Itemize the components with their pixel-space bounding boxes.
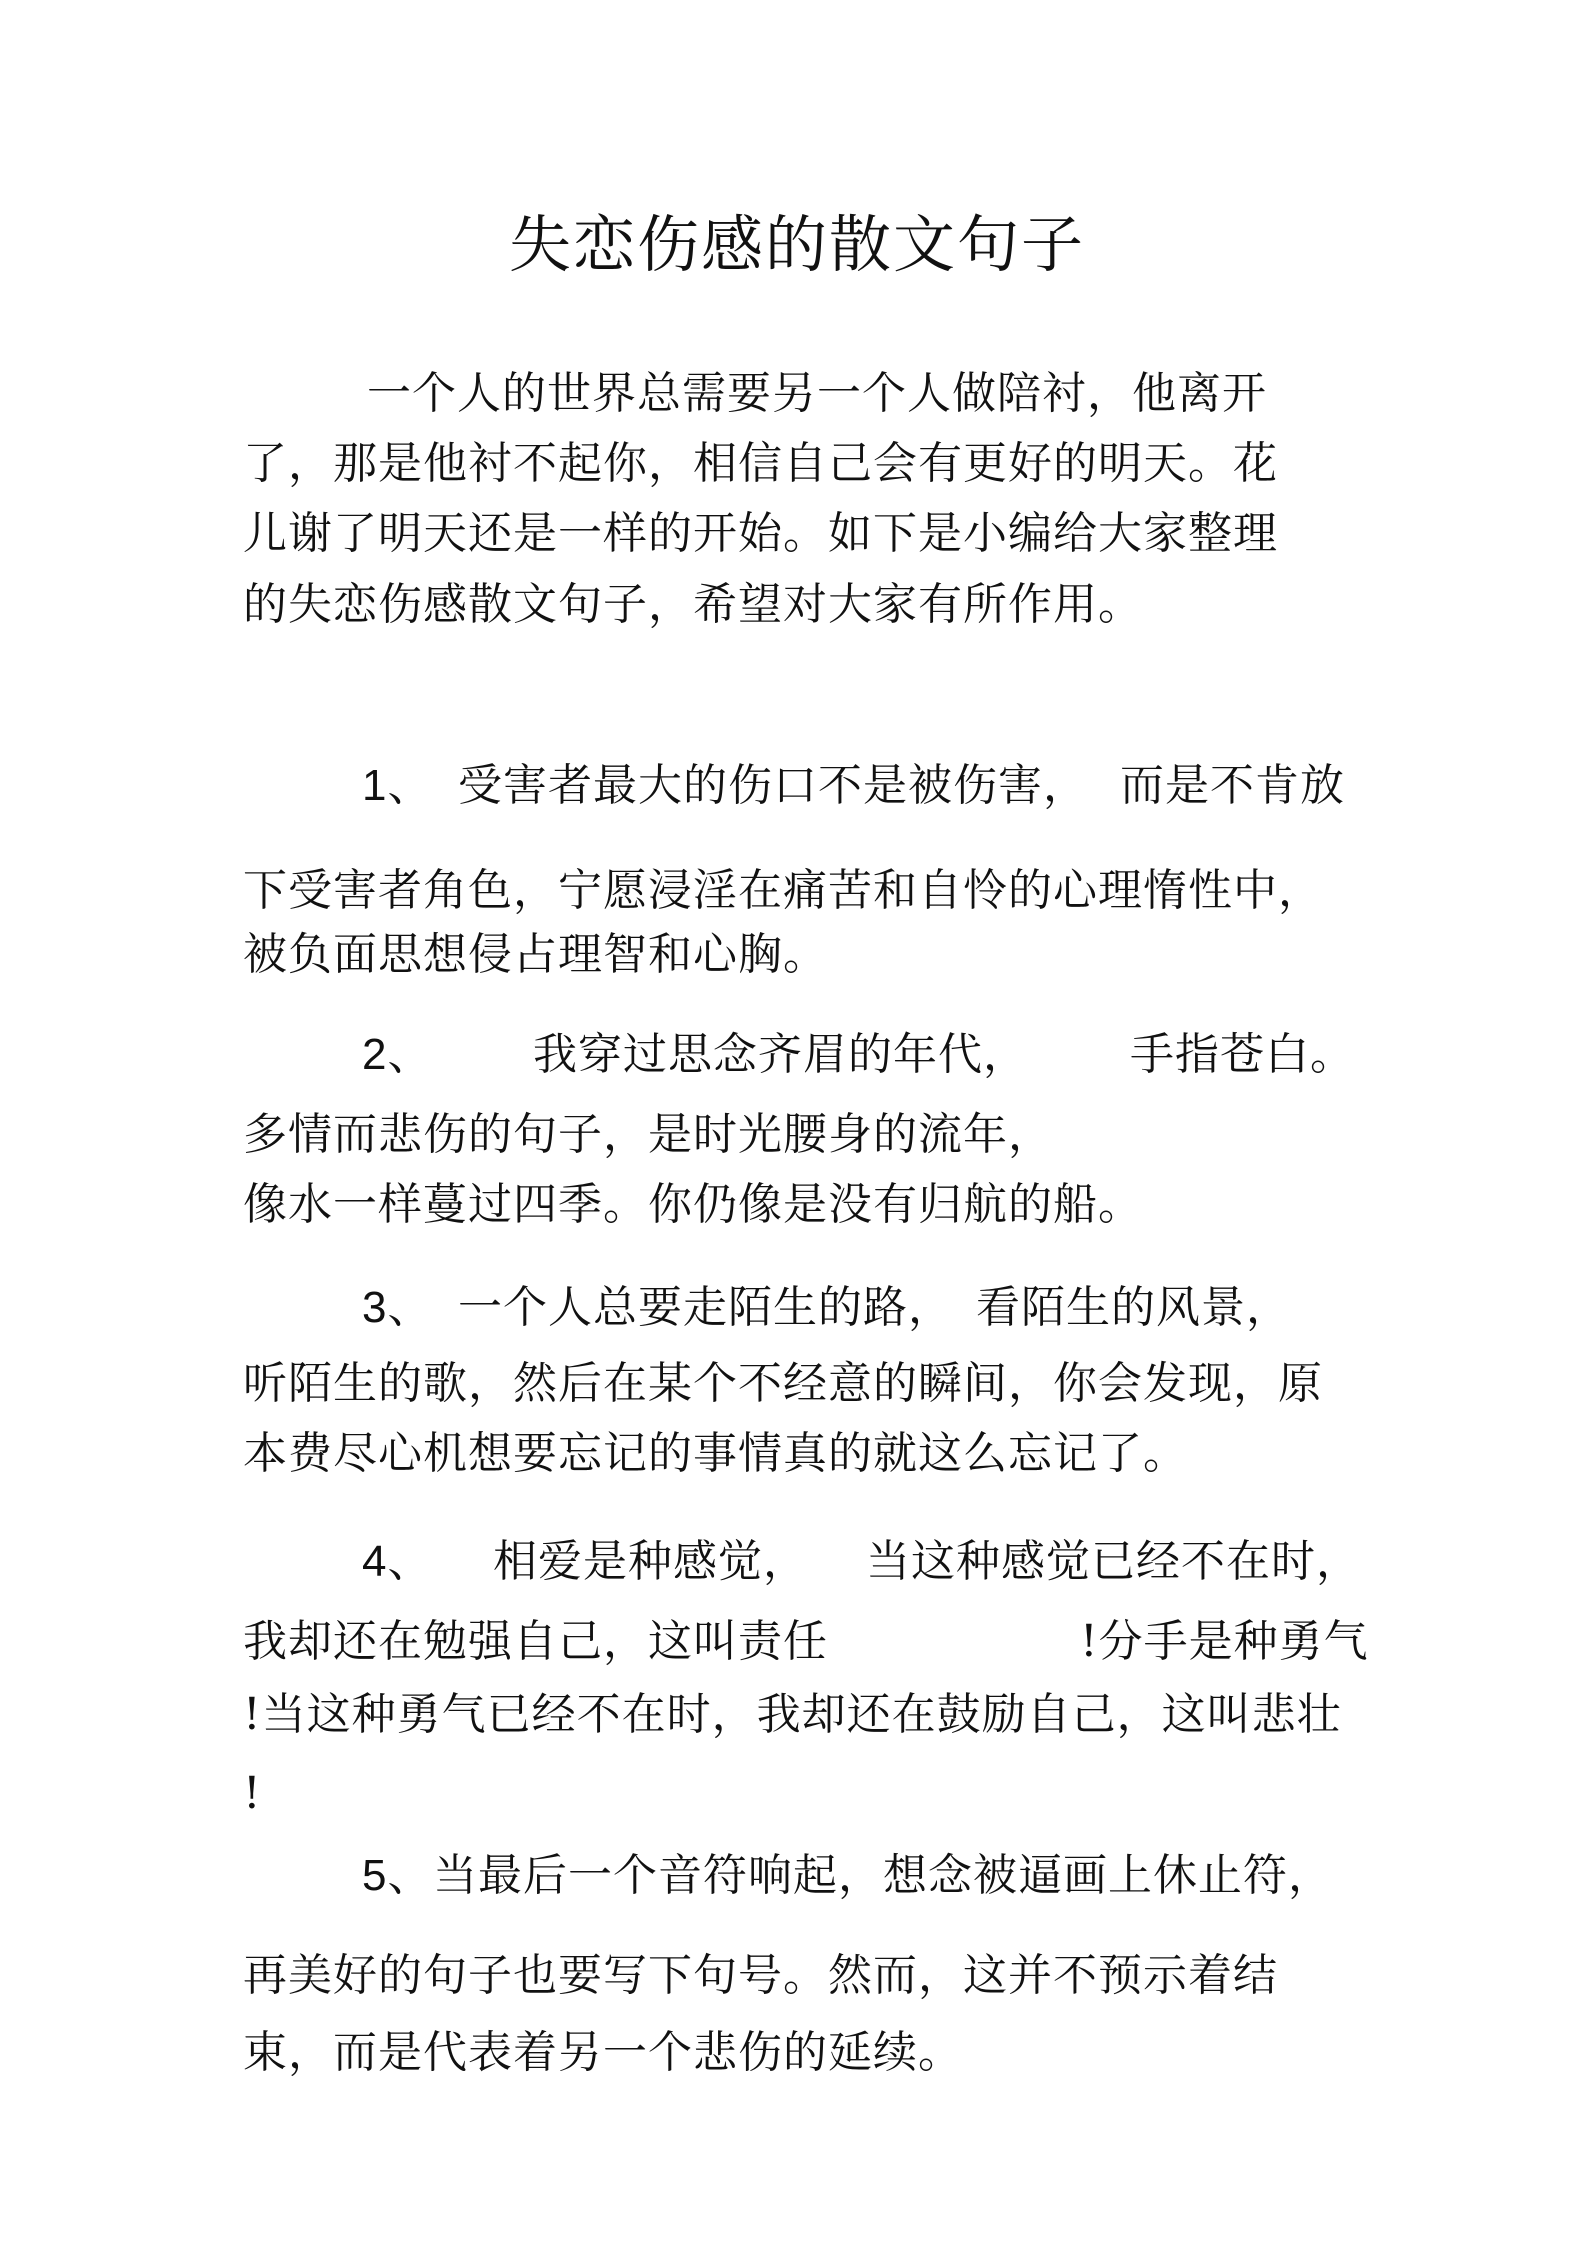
item-1-line-3: 被负面思想侵占理智和心胸。 bbox=[243, 929, 828, 980]
item-4-first-line-b: 当这种感觉已经不在时， bbox=[866, 1536, 1361, 1587]
item-1-first-line-b: 而是不肯放 bbox=[1120, 760, 1345, 811]
item-3-number: 3、 bbox=[362, 1283, 433, 1332]
item-4-line-4: ! bbox=[243, 1768, 262, 1819]
item-5-first-line-a: 当最后一个音符响起，想念被逼画上休止符， bbox=[433, 1850, 1333, 1901]
item-3-first-line-a: 一个人总要走陌生的路， bbox=[458, 1282, 953, 1333]
item-3-line-2: 听陌生的歌，然后在某个不经意的瞬间，你会发现，原 bbox=[243, 1358, 1323, 1409]
intro-line-2: 了，那是他衬不起你，相信自己会有更好的明天。花 bbox=[243, 438, 1278, 489]
item-4-line-2b: !分手是种勇气 bbox=[1080, 1616, 1369, 1667]
item-2-line-3: 像水一样蔓过四季。你仍像是没有归航的船。 bbox=[243, 1179, 1143, 1230]
item-1-first-line-a: 受害者最大的伤口不是被伤害， bbox=[458, 760, 1088, 811]
item-3-first-line-b: 看陌生的风景， bbox=[976, 1282, 1291, 1333]
intro-line-3: 儿谢了明天还是一样的开始。如下是小编给大家整理 bbox=[243, 508, 1278, 559]
item-1-number: 1、 bbox=[362, 761, 433, 810]
intro-line-4: 的失恋伤感散文句子，希望对大家有所作用。 bbox=[243, 579, 1143, 630]
item-2-number: 2、 bbox=[362, 1030, 433, 1079]
item-4-number: 4、 bbox=[362, 1537, 433, 1586]
item-4-line-2a: 我却还在勉强自己，这叫责任 bbox=[243, 1616, 828, 1667]
item-3-line-3: 本费尽心机想要忘记的事情真的就这么忘记了。 bbox=[243, 1428, 1188, 1479]
item-2-first-line-b: 手指苍白。 bbox=[1130, 1029, 1355, 1080]
item-5-number: 5、 bbox=[362, 1851, 433, 1900]
item-4-line-3: !当这种勇气已经不在时，我却还在鼓励自己，这叫悲壮 bbox=[243, 1689, 1342, 1740]
item-1-line-2: 下受害者角色，宁愿浸淫在痛苦和自怜的心理惰性中， bbox=[243, 865, 1323, 916]
item-2-line-2: 多情而悲伤的句子，是时光腰身的流年， bbox=[243, 1109, 1053, 1160]
intro-line-1: 一个人的世界总需要另一个人做陪衬，他离开 bbox=[367, 368, 1267, 419]
item-5-line-2: 再美好的句子也要写下句号。然而，这并不预示着结 bbox=[243, 1950, 1278, 2001]
item-4-first-line-a: 相爱是种感觉， bbox=[493, 1536, 808, 1587]
item-2-first-line-a: 我穿过思念齐眉的年代， bbox=[533, 1029, 1028, 1080]
item-5-line-3: 束，而是代表着另一个悲伤的延续。 bbox=[243, 2027, 963, 2078]
document-title: 失恋伤感的散文句子 bbox=[508, 208, 1085, 281]
